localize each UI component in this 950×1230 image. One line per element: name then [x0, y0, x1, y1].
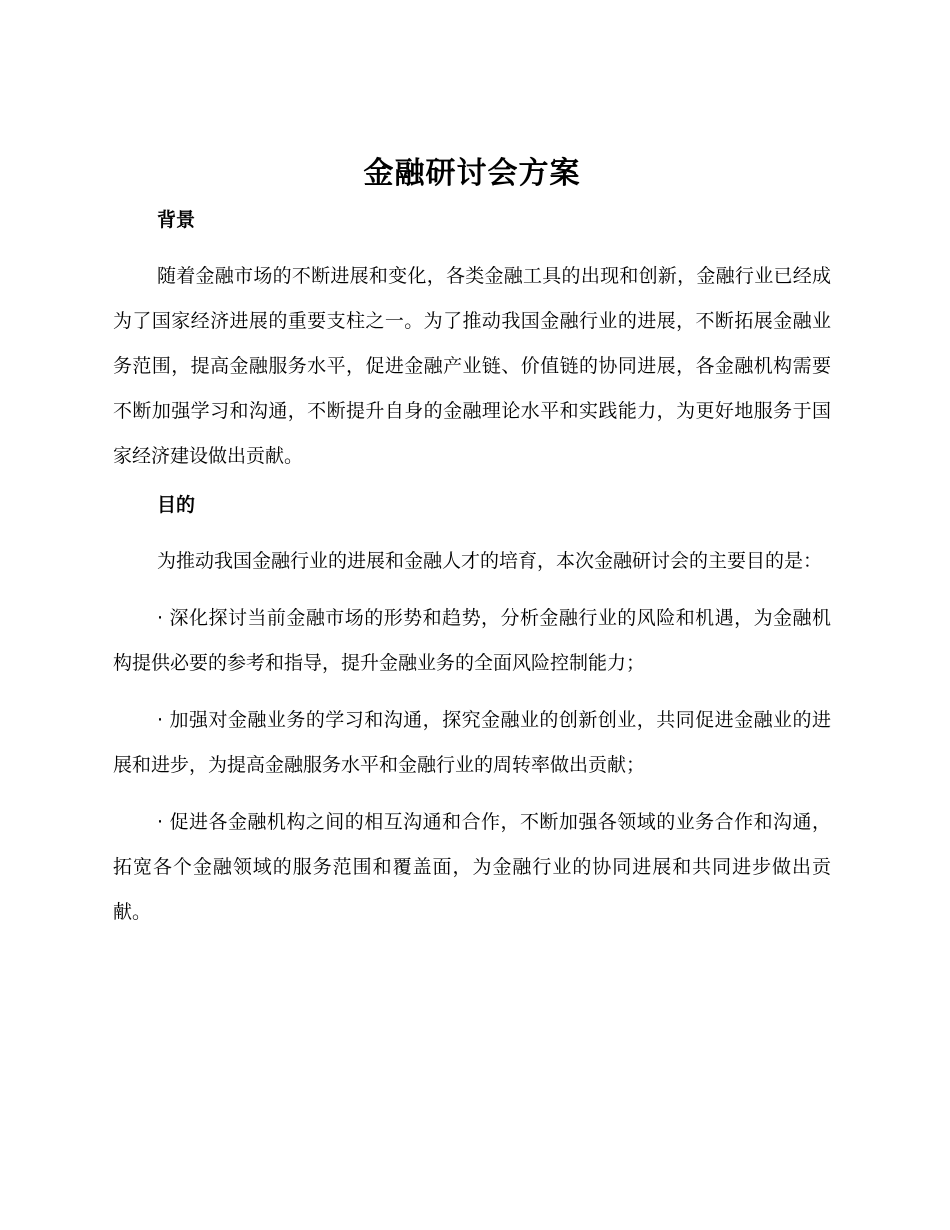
document-title: 金融研讨会方案: [363, 156, 581, 191]
purpose-bullet-1: · 深化探讨当前金融市场的形势和趋势，分析金融行业的风险和机遇，为金融机构提供必要的参考和指导，提升金融业务的全面风险控制能力；: [113, 607, 831, 674]
section-purpose: [113, 489, 831, 935]
section-background: [113, 204, 831, 479]
purpose-intro: 为推动我国金融行业的进展和金融人才的培育，本次金融研讨会的主要目的是：: [157, 550, 823, 572]
purpose-bullet-2: · 加强对金融业务的学习和沟通，探究金融业的创新创业，共同促进金融业的进展和进步，为提高金融服务水平和金融行业的周转率做出贡献；: [113, 709, 831, 776]
background-paragraph: 随着金融市场的不断进展和变化，各类金融工具的出现和创新，金融行业已经成为了国家经济进展的重要支柱之一。为了推动我国金融行业的进展，不断拓展金融业务范围，提高金融服务水平，促进金融产业链、价值链的协同进展，各金融机构需要不断加强学习和沟通，不断提升自身的金融理论水平和实践能力，为更好地服务于国家经济建设做出贡献。: [113, 265, 831, 467]
document-page: [113, 150, 831, 947]
section-heading-purpose: 目的: [157, 494, 196, 516]
purpose-bullet-3: · 促进各金融机构之间的相互沟通和合作，不断加强各领域的业务合作和沟通，拓宽各个金融领域的服务范围和覆盖面，为金融行业的协同进展和共同进步做出贡献。: [113, 811, 831, 923]
section-heading-background: 背景: [157, 209, 196, 231]
